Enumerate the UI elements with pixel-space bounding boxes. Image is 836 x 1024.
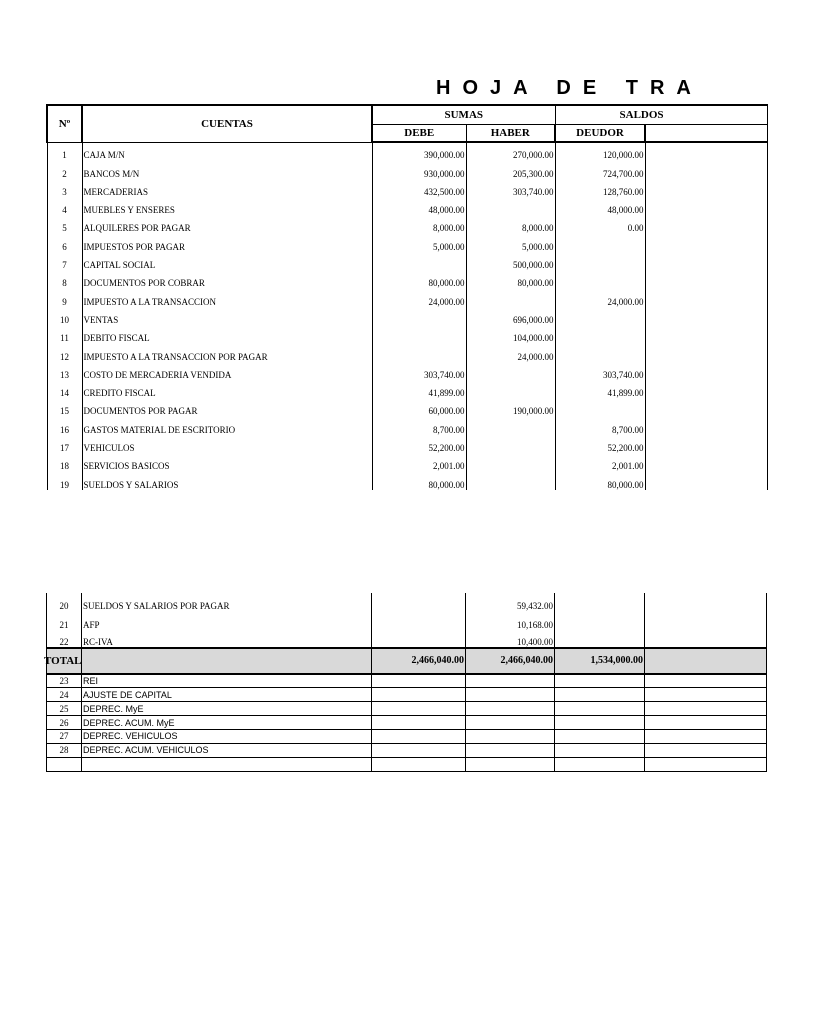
header-saldos: SALDOS	[555, 105, 767, 125]
haber-value	[466, 435, 555, 453]
acreedor-value	[645, 702, 767, 716]
deudor-value	[555, 233, 645, 251]
acreedor-value	[645, 435, 767, 453]
acreedor-value	[645, 142, 767, 160]
deudor-value: 80,000.00	[555, 471, 645, 489]
table-row	[47, 325, 767, 343]
row-number: 27	[47, 729, 82, 743]
haber-value	[466, 688, 555, 702]
table-row	[47, 288, 767, 306]
acreedor-value	[645, 688, 767, 702]
table-row	[47, 142, 767, 160]
debe-value: 24,000.00	[372, 288, 466, 306]
table-row	[47, 630, 767, 648]
row-number: 28	[47, 743, 82, 757]
deudor-value: 41,899.00	[555, 380, 645, 398]
debe-value	[372, 593, 466, 611]
account-name: MERCADERIAS	[82, 179, 372, 197]
account-name: DOCUMENTOS POR PAGAR	[82, 398, 372, 416]
row-number: 8	[47, 270, 82, 288]
haber-value: 190,000.00	[466, 398, 555, 416]
acreedor-value	[645, 674, 767, 688]
deudor-value: 8,700.00	[555, 416, 645, 434]
account-name: SERVICIOS BASICOS	[82, 453, 372, 471]
debe-value	[372, 630, 466, 648]
account-name	[82, 757, 372, 771]
account-name: CAPITAL SOCIAL	[82, 252, 372, 270]
row-number: 19	[47, 471, 82, 489]
account-name: REI	[82, 674, 372, 688]
acreedor-value	[645, 233, 767, 251]
acreedor-value	[645, 197, 767, 215]
deudor-value	[555, 729, 645, 743]
haber-value	[466, 453, 555, 471]
table-row	[47, 380, 767, 398]
acreedor-value	[645, 160, 767, 178]
deudor-value: 48,000.00	[555, 197, 645, 215]
debe-value: 8,000.00	[372, 215, 466, 233]
row-number: 2	[47, 160, 82, 178]
table-row	[47, 362, 767, 380]
table-row	[47, 729, 767, 743]
row-number: 15	[47, 398, 82, 416]
table-row	[47, 593, 767, 611]
haber-value: 303,740.00	[466, 179, 555, 197]
account-name: BANCOS M/N	[82, 160, 372, 178]
debe-value	[372, 688, 466, 702]
acreedor-value	[645, 252, 767, 270]
haber-value	[466, 362, 555, 380]
total-debe: 2,466,040.00	[372, 648, 466, 674]
row-number: 21	[47, 611, 82, 629]
deudor-value	[555, 674, 645, 688]
row-number: 7	[47, 252, 82, 270]
debe-value	[372, 252, 466, 270]
row-number: 6	[47, 233, 82, 251]
table-row	[47, 743, 767, 757]
acreedor-value	[645, 471, 767, 489]
debe-value: 303,740.00	[372, 362, 466, 380]
debe-value: 2,001.00	[372, 453, 466, 471]
haber-value: 205,300.00	[466, 160, 555, 178]
debe-value: 80,000.00	[372, 471, 466, 489]
acreedor-value	[645, 611, 767, 629]
account-name: DOCUMENTOS POR COBRAR	[82, 270, 372, 288]
table-row	[47, 252, 767, 270]
account-name: MUEBLES Y ENSERES	[82, 197, 372, 215]
row-number: 10	[47, 307, 82, 325]
deudor-value: 128,760.00	[555, 179, 645, 197]
row-number: 1	[47, 142, 82, 160]
account-name: VENTAS	[82, 307, 372, 325]
table-row	[47, 343, 767, 361]
row-number: 16	[47, 416, 82, 434]
acreedor-value	[645, 215, 767, 233]
row-number: 23	[47, 674, 82, 688]
deudor-value	[555, 270, 645, 288]
debe-value: 930,000.00	[372, 160, 466, 178]
haber-value	[466, 729, 555, 743]
deudor-value	[555, 630, 645, 648]
header-acreedor	[645, 125, 767, 143]
row-number: 25	[47, 702, 82, 716]
debe-value	[372, 729, 466, 743]
account-name: IMPUESTO A LA TRANSACCION POR PAGAR	[82, 343, 372, 361]
table-row	[47, 702, 767, 716]
account-name: COSTO DE MERCADERIA VENDIDA	[82, 362, 372, 380]
debe-value	[372, 611, 466, 629]
acreedor-value	[645, 288, 767, 306]
table-row	[47, 688, 767, 702]
row-number: 9	[47, 288, 82, 306]
worksheet-title: HOJA DE TRA	[436, 77, 703, 99]
table-row	[47, 233, 767, 251]
account-name: SUELDOS Y SALARIOS	[82, 471, 372, 489]
account-name: RC-IVA	[82, 630, 372, 648]
account-name: DEPREC. ACUM. MyE	[82, 716, 372, 730]
table-row	[47, 398, 767, 416]
debe-value: 60,000.00	[372, 398, 466, 416]
account-name: ALQUILERES POR PAGAR	[82, 215, 372, 233]
account-name: VEHICULOS	[82, 435, 372, 453]
total-haber: 2,466,040.00	[466, 648, 555, 674]
acreedor-value	[645, 307, 767, 325]
acreedor-value	[645, 593, 767, 611]
account-name: SUELDOS Y SALARIOS POR PAGAR	[82, 593, 372, 611]
deudor-value: 303,740.00	[555, 362, 645, 380]
debe-value: 432,500.00	[372, 179, 466, 197]
table-row	[47, 160, 767, 178]
table-row	[47, 416, 767, 434]
debe-value: 48,000.00	[372, 197, 466, 215]
debe-value	[372, 702, 466, 716]
debe-value: 8,700.00	[372, 416, 466, 434]
haber-value: 270,000.00	[466, 142, 555, 160]
accounts-body-bottom	[47, 593, 767, 648]
total-deudor: 1,534,000.00	[555, 648, 645, 674]
deudor-value: 2,001.00	[555, 453, 645, 471]
header-haber: HABER	[466, 125, 555, 143]
row-number: 20	[47, 593, 82, 611]
deudor-value	[555, 307, 645, 325]
acreedor-value	[645, 630, 767, 648]
account-name: CAJA M/N	[82, 142, 372, 160]
haber-value	[466, 757, 555, 771]
table-row	[47, 197, 767, 215]
row-number: 26	[47, 716, 82, 730]
acreedor-value	[645, 716, 767, 730]
acreedor-value	[645, 362, 767, 380]
adjustments-body	[47, 674, 767, 771]
table-row	[47, 179, 767, 197]
deudor-value: 0.00	[555, 215, 645, 233]
acreedor-value	[645, 325, 767, 343]
header-no: Nº	[47, 105, 82, 142]
debe-value	[372, 743, 466, 757]
haber-value	[466, 471, 555, 489]
debe-value: 80,000.00	[372, 270, 466, 288]
haber-value	[466, 380, 555, 398]
haber-value: 10,400.00	[466, 630, 555, 648]
row-number: 17	[47, 435, 82, 453]
acreedor-value	[645, 398, 767, 416]
total-row	[47, 648, 767, 674]
haber-value: 696,000.00	[466, 307, 555, 325]
deudor-value: 24,000.00	[555, 288, 645, 306]
table-row	[47, 757, 767, 771]
account-name: DEPREC. VEHICULOS	[82, 729, 372, 743]
table-row	[47, 307, 767, 325]
deudor-value	[555, 343, 645, 361]
account-name: GASTOS MATERIAL DE ESCRITORIO	[82, 416, 372, 434]
haber-value	[466, 197, 555, 215]
deudor-value	[555, 325, 645, 343]
row-number: 24	[47, 688, 82, 702]
row-number: 4	[47, 197, 82, 215]
debe-value	[372, 716, 466, 730]
acreedor-value	[645, 743, 767, 757]
accounts-body-top	[47, 142, 767, 490]
haber-value	[466, 702, 555, 716]
deudor-value	[555, 398, 645, 416]
haber-value	[466, 416, 555, 434]
worksheet-table-bottom	[46, 593, 646, 771]
deudor-value	[555, 702, 645, 716]
deudor-value	[555, 757, 645, 771]
haber-value: 59,432.00	[466, 593, 555, 611]
account-name: DEPREC. ACUM. VEHICULOS	[82, 743, 372, 757]
haber-value: 500,000.00	[466, 252, 555, 270]
haber-value: 8,000.00	[466, 215, 555, 233]
haber-value: 24,000.00	[466, 343, 555, 361]
account-name: DEBITO FISCAL	[82, 325, 372, 343]
worksheet-table-top	[46, 104, 664, 490]
header-cuentas: CUENTAS	[82, 105, 372, 142]
haber-value	[466, 288, 555, 306]
acreedor-value	[645, 270, 767, 288]
deudor-value: 724,700.00	[555, 160, 645, 178]
table-row	[47, 453, 767, 471]
row-number: 5	[47, 215, 82, 233]
account-name: AFP	[82, 611, 372, 629]
acreedor-value	[645, 729, 767, 743]
table-row	[47, 716, 767, 730]
deudor-value	[555, 743, 645, 757]
deudor-value: 52,200.00	[555, 435, 645, 453]
table-row	[47, 270, 767, 288]
account-name: DEPREC. MyE	[82, 702, 372, 716]
header-debe: DEBE	[372, 125, 466, 143]
haber-value: 80,000.00	[466, 270, 555, 288]
haber-value: 104,000.00	[466, 325, 555, 343]
row-number: 14	[47, 380, 82, 398]
haber-value	[466, 716, 555, 730]
row-number: 18	[47, 453, 82, 471]
debe-value	[372, 343, 466, 361]
acreedor-value	[645, 757, 767, 771]
table-row	[47, 435, 767, 453]
row-number: 22	[47, 630, 82, 648]
table-row	[47, 215, 767, 233]
acreedor-value	[645, 343, 767, 361]
total-label: TOTAL	[47, 648, 82, 674]
debe-value	[372, 325, 466, 343]
acreedor-value	[645, 380, 767, 398]
row-number: 3	[47, 179, 82, 197]
row-number	[47, 757, 82, 771]
haber-value	[466, 674, 555, 688]
debe-value: 390,000.00	[372, 142, 466, 160]
haber-value	[466, 743, 555, 757]
table-row	[47, 674, 767, 688]
deudor-value	[555, 716, 645, 730]
account-name: AJUSTE DE CAPITAL	[82, 688, 372, 702]
row-number: 11	[47, 325, 82, 343]
deudor-value	[555, 611, 645, 629]
row-number: 12	[47, 343, 82, 361]
haber-value: 10,168.00	[466, 611, 555, 629]
table-row	[47, 471, 767, 489]
account-name: IMPUESTOS POR PAGAR	[82, 233, 372, 251]
debe-value	[372, 674, 466, 688]
deudor-value	[555, 252, 645, 270]
debe-value: 52,200.00	[372, 435, 466, 453]
deudor-value	[555, 688, 645, 702]
header-sumas: SUMAS	[372, 105, 555, 125]
debe-value	[372, 307, 466, 325]
account-name: CREDITO FISCAL	[82, 380, 372, 398]
debe-value	[372, 757, 466, 771]
row-number: 13	[47, 362, 82, 380]
acreedor-value	[645, 179, 767, 197]
deudor-value	[555, 593, 645, 611]
debe-value: 41,899.00	[372, 380, 466, 398]
deudor-value: 120,000.00	[555, 142, 645, 160]
table-row	[47, 611, 767, 629]
account-name: IMPUESTO A LA TRANSACCION	[82, 288, 372, 306]
debe-value: 5,000.00	[372, 233, 466, 251]
acreedor-value	[645, 416, 767, 434]
haber-value: 5,000.00	[466, 233, 555, 251]
acreedor-value	[645, 453, 767, 471]
header-deudor: DEUDOR	[555, 125, 645, 143]
